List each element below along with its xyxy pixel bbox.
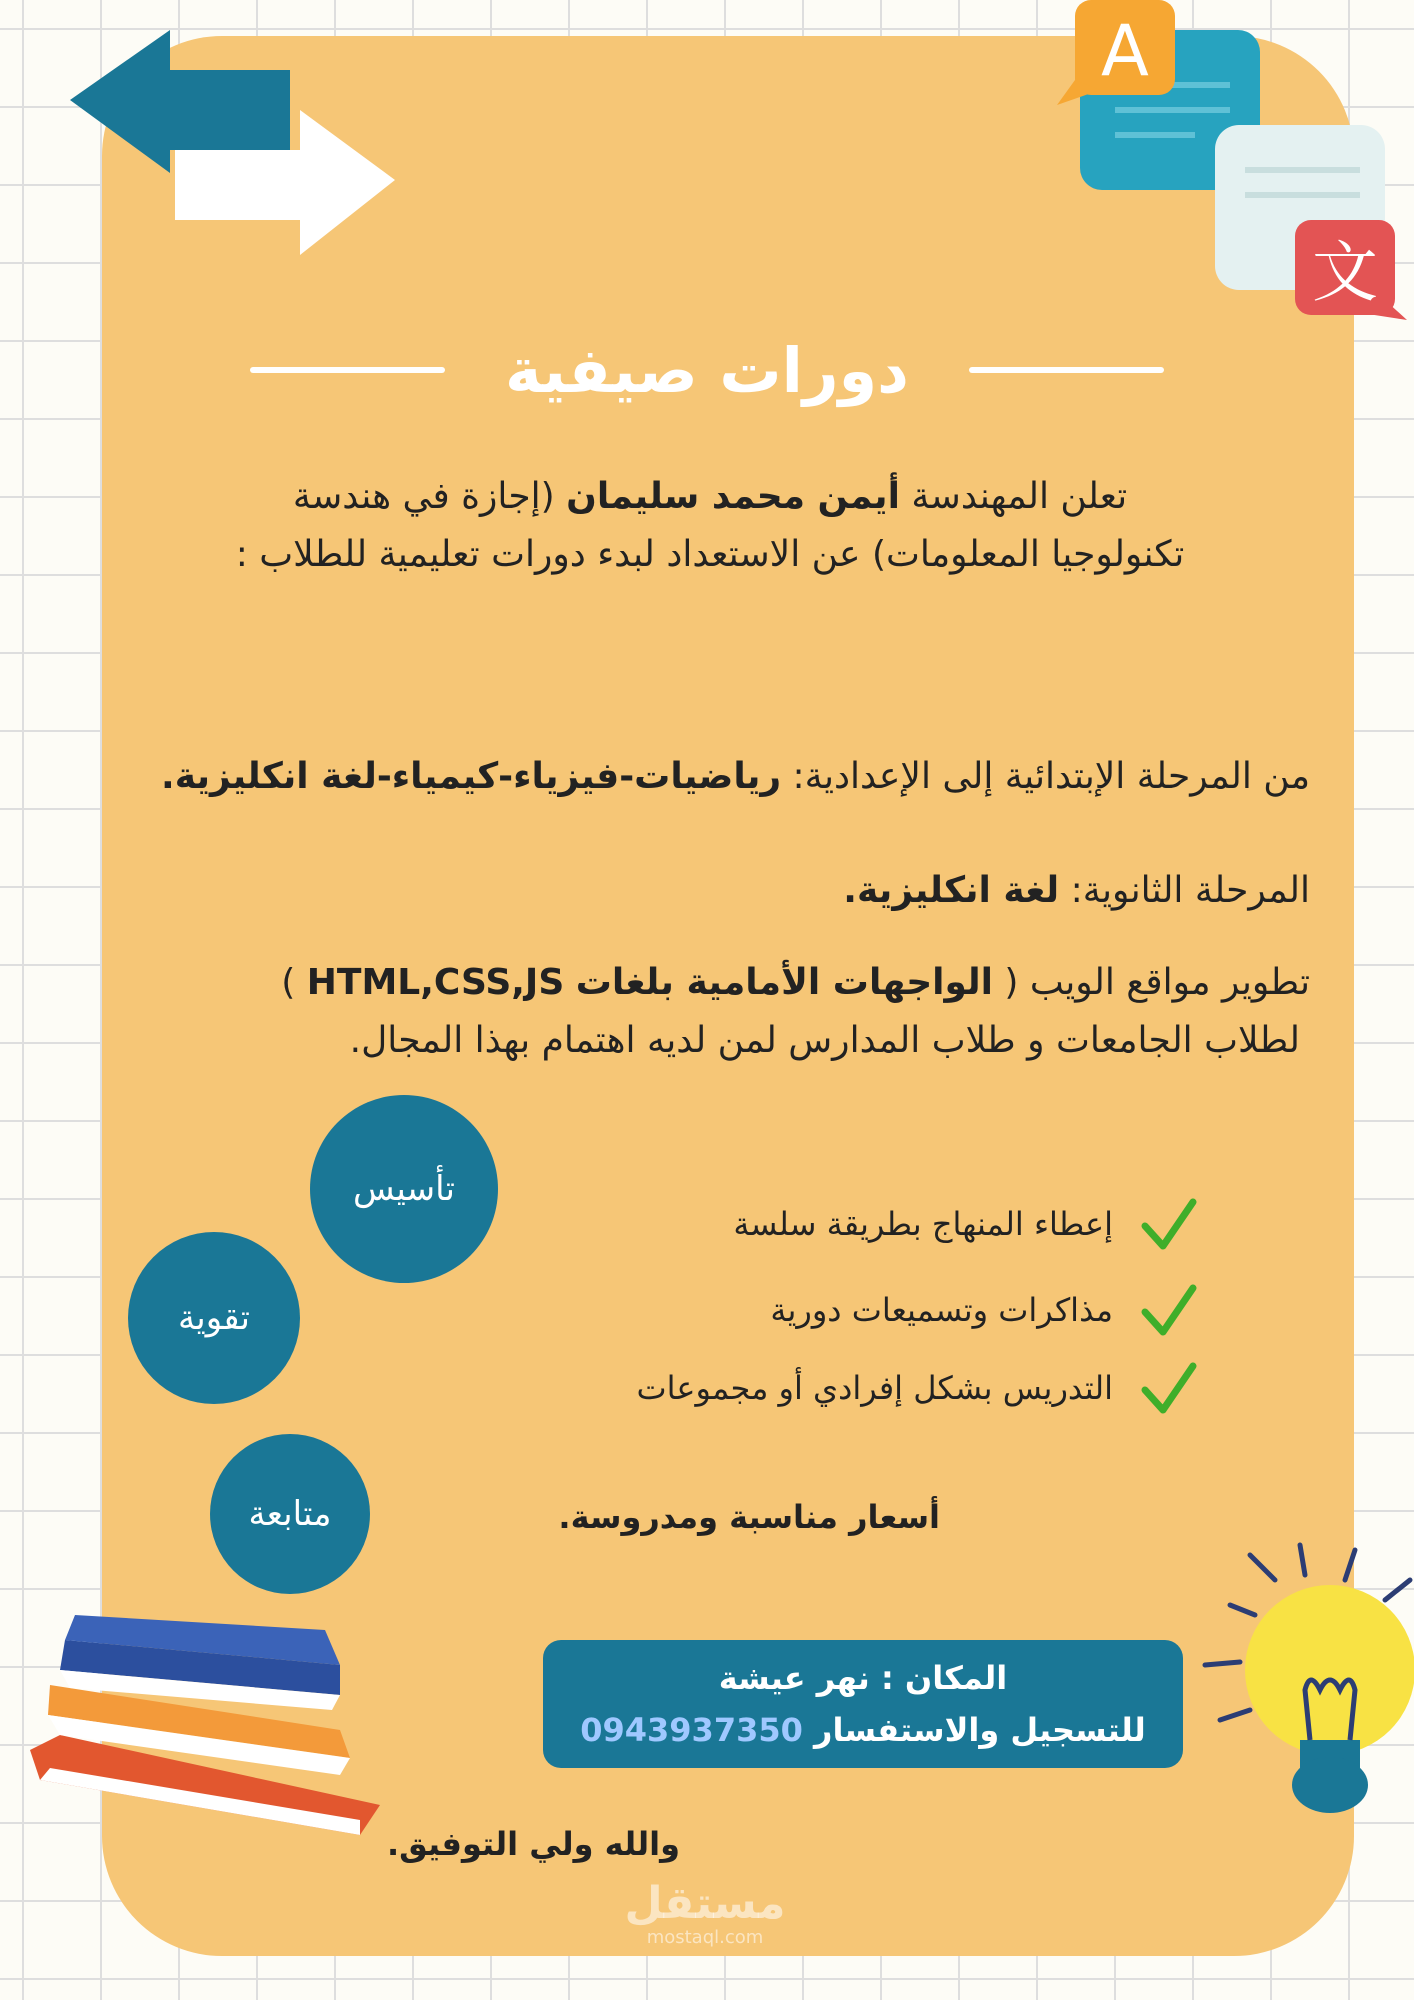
primary-stage-subjects: رياضيات-فيزياء-كيمياء-لغة انكليزية.	[161, 756, 782, 797]
place-value: نهر عيشة	[718, 1659, 870, 1697]
intro-suffix: (إجازة في هندسة تكنولوجيا المعلومات) عن الاستعداد لبدء دورات تعليمية للطلاب :	[235, 476, 1185, 575]
circle-strengthening	[128, 1232, 300, 1404]
watermark	[620, 1880, 790, 1948]
lightbulb-icon	[1200, 1540, 1414, 1840]
primary-stage-line	[161, 752, 1310, 802]
watermark-logo: مستقل	[624, 1878, 786, 1929]
web-dev-suffix: )	[281, 962, 296, 1003]
feature-item	[637, 1360, 1199, 1416]
circle-foundation-label: تأسيس	[353, 1169, 455, 1209]
check-icon	[1139, 1360, 1199, 1416]
circle-followup	[210, 1434, 370, 1594]
books-icon	[20, 1590, 380, 1840]
web-dev-langs: HTML,CSS,JS	[306, 962, 565, 1003]
circle-strengthening-label: تقوية	[178, 1298, 250, 1338]
svg-text:文: 文	[1312, 234, 1378, 311]
contact-box	[543, 1640, 1183, 1768]
web-dev-line-2	[350, 1016, 1300, 1066]
secondary-stage-line	[843, 866, 1310, 916]
title-line-right	[969, 367, 1164, 373]
page-title: دورات صيفية	[505, 333, 909, 407]
title-row	[222, 320, 1192, 420]
register-label: للتسجيل والاستفسار	[814, 1711, 1146, 1749]
feature-label: إعطاء المنهاج بطريقة سلسة	[733, 1205, 1113, 1243]
prices-note: أسعار مناسبة ومدروسة.	[558, 1498, 940, 1536]
secondary-stage-label: المرحلة الثانوية:	[1070, 870, 1310, 911]
translate-icon	[1055, 0, 1414, 330]
web-dev-audience: لطلاب الجامعات و طلاب المدارس لمن لديه اهتمام بهذا المجال.	[349, 1020, 1300, 1061]
feature-label: مذاكرات وتسميعات دورية	[770, 1291, 1113, 1329]
closing-note: والله ولي التوفيق.	[386, 1825, 680, 1863]
circle-followup-label: متابعة	[248, 1494, 332, 1534]
place-label: المكان :	[880, 1659, 1008, 1697]
web-dev-bold: الواجهات الأمامية بلغات	[575, 962, 993, 1003]
web-dev-prefix: تطوير مواقع الويب (	[1004, 962, 1310, 1003]
web-dev-line	[281, 958, 1310, 1008]
feature-item	[733, 1196, 1199, 1252]
title-line-left	[250, 367, 445, 373]
svg-text:A: A	[1101, 10, 1149, 92]
feature-item	[770, 1282, 1199, 1338]
feature-label: التدريس بشكل إفرادي أو مجموعات	[636, 1369, 1113, 1407]
intro-prefix: تعلن المهندسة	[911, 476, 1128, 517]
watermark-url: mostaql.com	[646, 1927, 764, 1948]
place-line	[719, 1652, 1008, 1704]
secondary-stage-subjects: لغة انكليزية.	[843, 870, 1060, 911]
arrows-icon	[60, 25, 410, 265]
phone-number[interactable]: 0943937350	[580, 1711, 803, 1749]
intro-name: أيمن محمد سليمان	[566, 476, 900, 517]
primary-stage-label: من المرحلة الإبتدائية إلى الإعدادية:	[792, 756, 1310, 797]
check-icon	[1139, 1196, 1199, 1252]
intro-paragraph	[230, 468, 1190, 584]
circle-foundation	[310, 1095, 498, 1283]
check-icon	[1139, 1282, 1199, 1338]
register-line	[580, 1704, 1146, 1756]
